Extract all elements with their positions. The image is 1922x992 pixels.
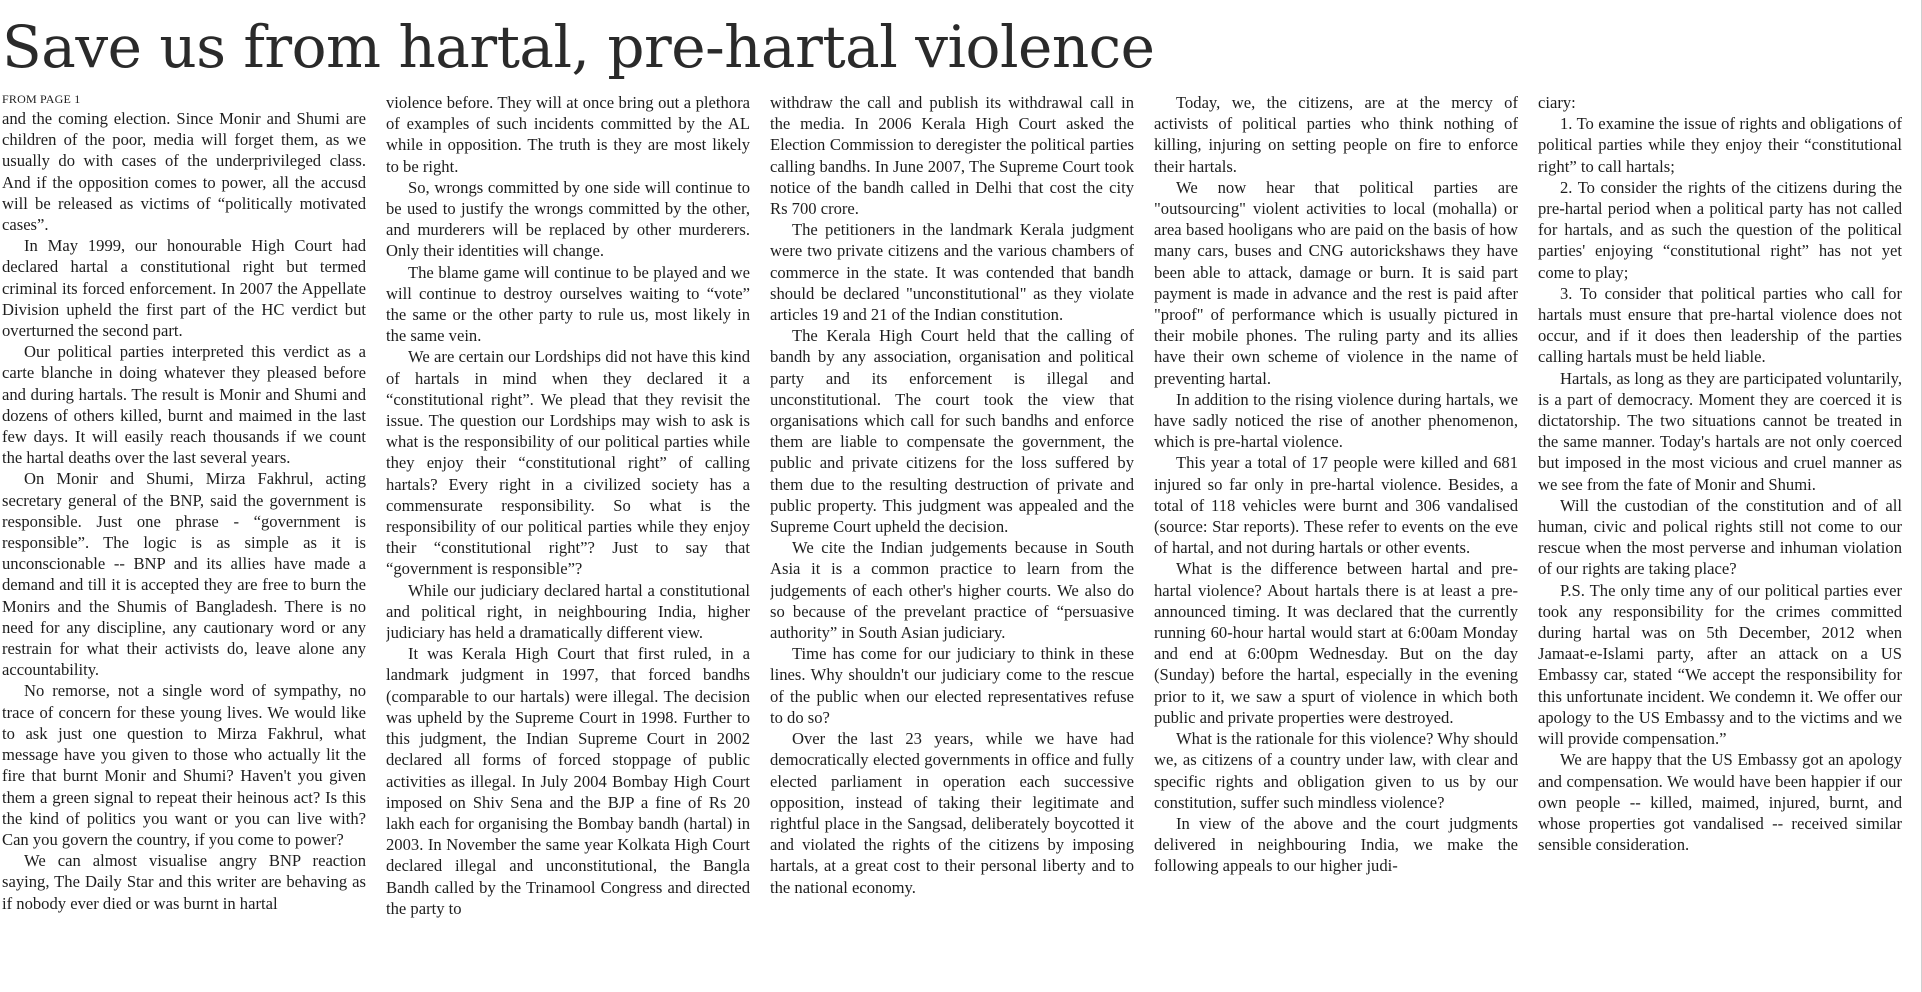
paragraph: This year a total of 17 people were killed and 681 injured so far only in pre-hartal violence. Besides, a total of 118 vehicles were burnt and 306 vandalised (source: Star reports). These refer to events on the eve of hartal, and not during hartals or other events. [1154,453,1518,558]
article-body [2,92,1902,990]
paragraph: We can almost visualise angry BNP reaction saying, The Daily Star and this writer are behaving as if nobody ever died or was burnt in hartal [2,851,366,913]
paragraph: We cite the Indian judgements because in South Asia it is a common practice to learn from the judgements of each other's higher courts. We also do so because of the prevelant practice of “persuasive authority” in South Asian judiciary. [770,538,1134,643]
paragraph: In view of the above and the court judgments delivered in neighbouring India, we make the following appeals to our higher judi- [1154,813,1518,876]
paragraph: Will the custodian of the constitution and of all human, civic and polical rights still not come to our rescue when the most perverse and inhuman violation of our rights are taking place? [1538,495,1902,579]
paragraph: No remorse, not a single word of sympathy, no trace of concern for these young lives. We would like to ask just one question to Mirza Fakhrul, what message have you given to those who actually lit the fire that burnt Monir and Shumi? Haven't you given them a green signal to repeat their heinous act? Is this the kind of politics you want or you can live with? Can you govern the country, if you come to power? [2,681,366,849]
paragraph: We are certain our Lordships did not have this kind of hartals in mind when they declared it a “constitutional right”. We plead that they revisit the issue. The question our Lordships may wish to ask is what is the responsibility of our political parties while they enjoy their “constitutional right” of calling hartals? Every right in a civilized society has a commensurate responsibility. So what is the responsibility of our political parties while they enjoy their “constitutional right”? Just to say that “government is responsible”? [386,347,750,579]
appeal-item: 1. To examine the issue of rights and obligations of political parties while they enjoy their “constitutional right” to call hartals; [1538,114,1902,176]
paragraph: We are happy that the US Embassy got an apology and compensation. We would have been happier if our own people -- killed, maimed, injured, burnt, and whose properties got vandalised -- received similar sensible consideration. [1538,750,1902,855]
paragraph: violence before. They will at once bring out a plethora of examples of such incidents committed by the AL while in opposition. The truth is they are most likely to be right. [386,93,750,176]
article-column-2 [386,92,750,990]
paragraph: What is the rationale for this violence? Why should we, as citizens of a country under law, with clear and specific rights and obligation given to us by our constitution, suffer such mindless violence? [1154,729,1518,812]
paragraph: While our judiciary declared hartal a constitutional and political right, in neighbouring India, higher judiciary has held a dramatically different view. [386,580,750,643]
paragraph: and the coming election. Since Monir and Shumi are children of the poor, media will forget them, as we usually do with cases of the underprivileged class. And if the opposition comes to power, all the accusd will be released as victims of “politically motivated cases”. [2,109,366,235]
paragraph: On Monir and Shumi, Mirza Fakhrul, acting secretary general of the BNP, said the government is responsible. Just one phrase - “government is responsible”. The logic is as simple as it is unconscionable -- BNP and its allies have made a demand and till it is accepted they are free to burn the Monirs and the Shumis of Bangladesh. There is no need for any discipline, any cautionary word or any restrain for what their activists do, leave alone any accountability. [2,469,366,680]
paragraph: So, wrongs committed by one side will continue to be used to justify the wrongs committed by the other, and murderers will be replaced by other murderers. Only their identities will change. [386,177,750,261]
paragraph: P.S. The only time any of our political parties ever took any responsibility for the crimes committed during hartal was on 5th December, 2012 when Jamaat-e-Islami party, after an attack on a US Embassy car, stated “We accept the responsibility for this unfortunate incident. We condemn it. We offer our apology to the US Embassy and to the victims and we will provide compensation.” [1538,580,1902,749]
paragraph: In May 1999, our honourable High Court had declared hartal a constitutional right but termed criminal its forced enforcement. In 2007 the Appellate Division upheld the first part of the HC verdict but overturned the second part. [2,236,366,341]
paragraph: What is the difference between hartal and pre-hartal violence? About hartals there is at least a pre-announced timing. It was declared that the currently running 60-hour hartal would start at 6:00am Monday and end at 6:00pm Wednesday. But on the day (Sunday) before the hartal, especially in the evening prior to it, we saw a spurt of violence in which both public and private properties were destroyed. [1154,559,1518,727]
paragraph: The blame game will continue to be played and we will continue to destroy ourselves waiting to “vote” the same or the other party to rule us, most likely in the same vein. [386,262,750,346]
paragraph: Our political parties interpreted this verdict as a carte blanche in doing whatever they pleased before and during hartals. The result is Monir and Shumi and dozens of others killed, burnt and maimed in the last few days. It will easily reach thousands if we count the hartal deaths over the last several years. [2,342,366,468]
article-column-5 [1538,92,1902,990]
appeal-item: 3. To consider that political parties who call for hartals must ensure that pre-hartal violence does not occur, and if it does then leadership of the parties calling hartals must be held liable. [1538,283,1902,367]
paragraph: Today, we, the citizens, are at the mercy of activists of political parties who think nothing of killing, injuring on setting people on fire to enforce their hartals. [1154,93,1518,176]
paragraph: Over the last 23 years, while we have had democratically elected governments in office and fully elected parliament in operation each successive opposition, instead of taking their legitimate and rightful place in the Sangsad, deliberately boycotted it and violated the rights of the citizens by imposing hartals, at a great cost to their personal liberty and to the national economy. [770,729,1134,897]
paragraph: The petitioners in the landmark Kerala judgment were two private citizens and the various chambers of commerce in the state. It was contended that bandh should be declared "unconstitutional" as they violate articles 19 and 21 of the Indian constitution. [770,220,1134,325]
paragraph: In addition to the rising violence during hartals, we have sadly noticed the rise of another phenomenon, which is pre-hartal violence. [1154,389,1518,452]
paragraph: It was Kerala High Court that first ruled, in a landmark judgment in 1997, that forced bandhs (comparable to our hartals) were illegal. The decision was upheld by the Supreme Court in 1998. Further to this judgment, the Indian Supreme Court in 2002 declared all forms of forced stoppage of public activities as illegal. In July 2004 Bombay High Court imposed on Shiv Sena and the BJP a fine of Rs 20 lakh each for organising the Bombay bandh (hartal) in 2003. In November the same year Kolkata High Court declared illegal and unconstitutional, the Bangla Bandh called by the Trinamool Congress and directed the party to [386,644,750,918]
article-column-1 [2,92,366,990]
article-headline: Save us from hartal, pre-hartal violence [2,13,1155,81]
paragraph: Time has come for our judiciary to think in these lines. Why shouldn't our judiciary come to the rescue of the public when our elected representatives refuse to do so? [770,644,1134,727]
article-column-4 [1154,92,1518,990]
paragraph: ciary: [1538,93,1576,112]
article-column-3 [770,92,1134,990]
continuation-kicker: FROM PAGE 1 [2,92,81,106]
paragraph: withdraw the call and publish its withdrawal call in the media. In 2006 Kerala High Court asked the Election Commission to deregister the political parties calling bandhs. In June 2007, The Supreme Court took notice of the bandh called in Delhi that cost the city Rs 700 crore. [770,93,1134,219]
paragraph: The Kerala High Court held that the calling of bandh by any association, organisation and political party and its enforcement is illegal and unconstitutional. The court took the view that organisations which call for such bandhs and enforce them are liable to compensate the government, the public and private citizens for the loss suffered by them due to the resulting destruction of private and public property. This judgment was appealed and the Supreme Court upheld the decision. [770,326,1134,537]
appeal-item: 2. To consider the rights of the citizens during the pre-hartal period when a political party has not called for hartals, and as such the question of the political parties' enjoying “constitutional right” has not yet come to play; [1538,177,1902,282]
paragraph: Hartals, as long as they are participated voluntarily, is a part of democracy. Moment they are coerced it is dictatorship. The two situations cannot be treated in the same manner. Today's hartals are not only coerced but imposed in the most vicious and cruel manner as we see from the fate of Monir and Shumi. [1538,368,1902,494]
paragraph: We now hear that political parties are "outsourcing" violent activities to local (mohalla) or area based hooligans who are paid on the basis of how many cars, buses and CNG autorickshaws they have been able to attack, damage or burn. It is said part payment is made in advance and the rest is paid after "proof" of performance which is usually pictured in their mobile phones. The ruling party and its allies have their own scheme of violence in the name of preventing hartal. [1154,177,1518,388]
